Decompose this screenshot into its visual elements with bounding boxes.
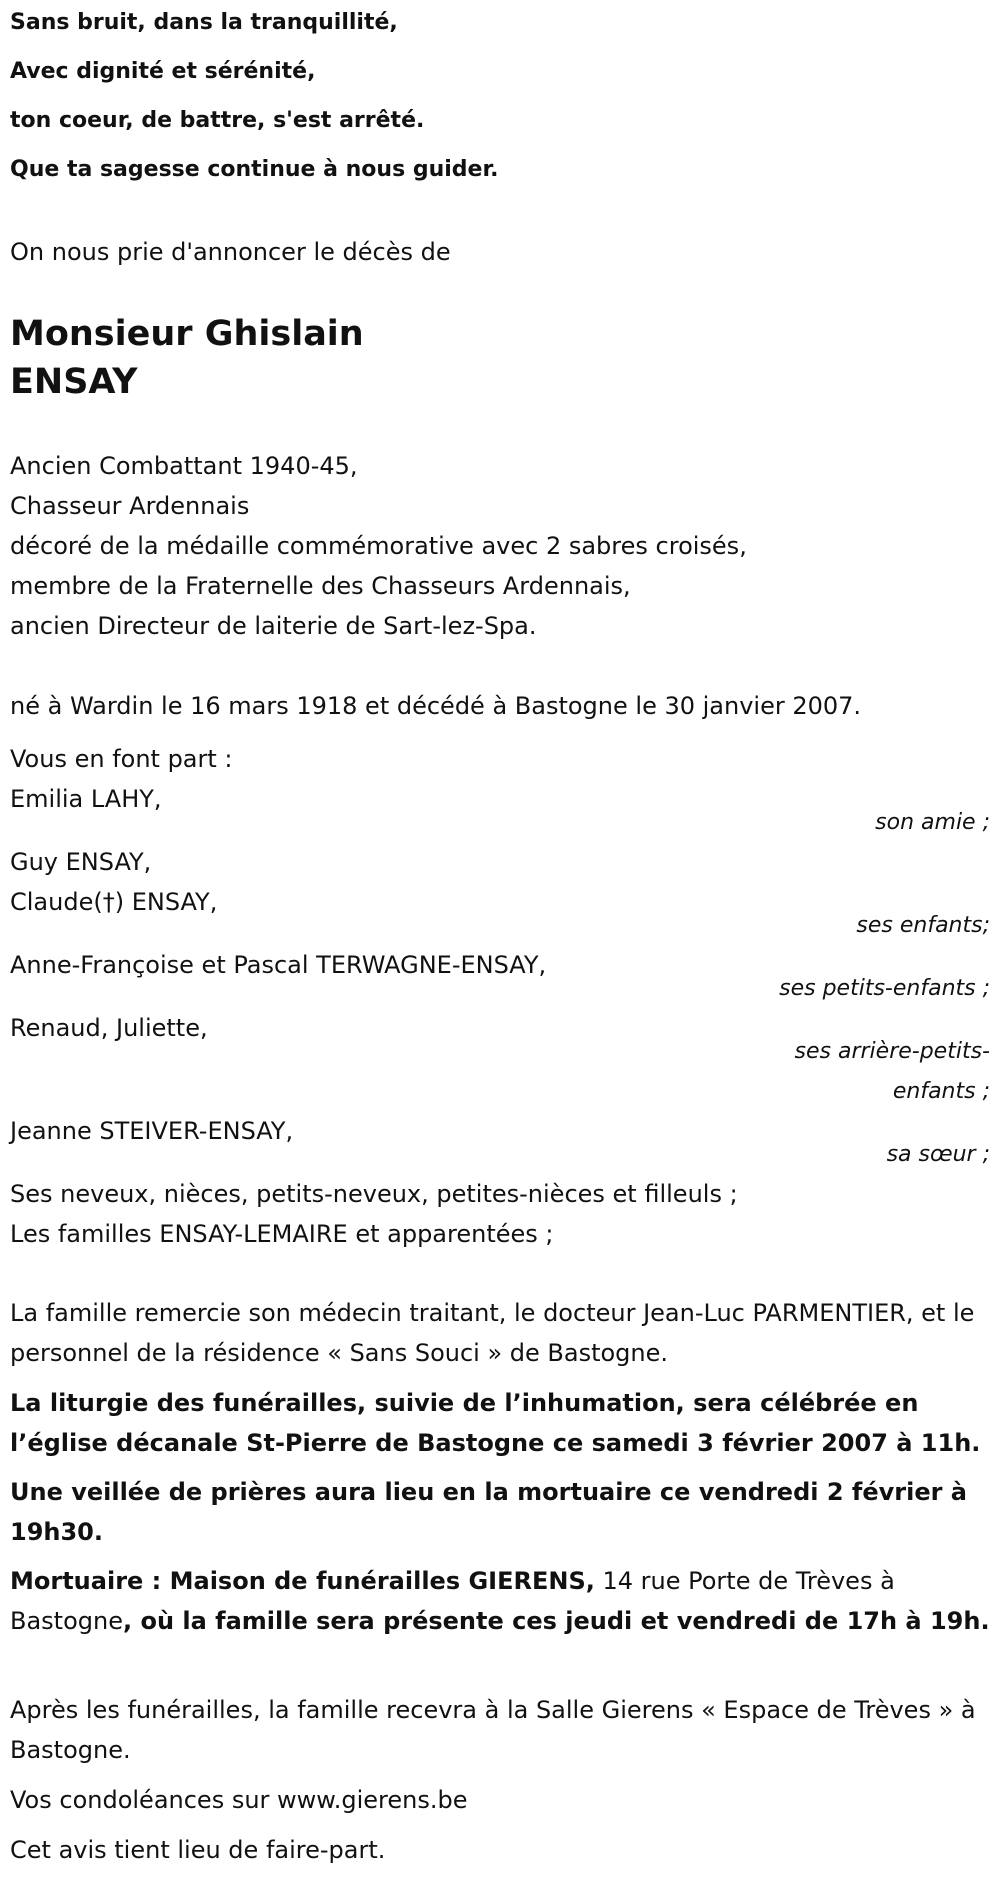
biography-line: membre de la Fraternelle des Chasseurs Ardennais, xyxy=(10,572,631,600)
poem-line: Que ta sagesse continue à nous guider. xyxy=(10,157,499,182)
poem-line: Sans bruit, dans la tranquillité, xyxy=(10,10,398,35)
liturgy-paragraph: La liturgie des funérailles, suivie de l’inhumation, sera célébrée en l’église décanale St-Pierre de Bastogne ce samedi 3 février 2007 à 11h. xyxy=(10,1389,981,1457)
deceased-surname: ENSAY xyxy=(10,362,138,402)
announcers-intro: Vous en font part : xyxy=(10,745,233,773)
family-member-name: Guy ENSAY, xyxy=(10,848,152,876)
condolences-link[interactable]: www.gierens.be xyxy=(277,1786,468,1814)
family-relation: ses arrière-petits- xyxy=(794,1039,990,1064)
announcement-intro: On nous prie d'annoncer le décès de xyxy=(10,238,451,266)
reception-paragraph: Après les funérailles, la famille recevra à la Salle Gierens « Espace de Trèves » à Bastogne. xyxy=(10,1696,976,1764)
family-relation: son amie ; xyxy=(875,810,990,835)
poem-line: ton coeur, de battre, s'est arrêté. xyxy=(10,108,425,133)
mortuary-address: 14 rue Porte de Trèves à Bastogne xyxy=(10,1567,895,1635)
extended-family-line: Ses neveux, nièces, petits-neveux, petites-nièces et filleuls ; xyxy=(10,1180,738,1208)
biography-line: ancien Directeur de laiterie de Sart-lez-Spa. xyxy=(10,612,537,640)
deceased-name xyxy=(10,310,364,406)
condolences-text: Vos condoléances sur xyxy=(10,1786,278,1814)
family-relation: ses petits-enfants ; xyxy=(779,976,990,1001)
biography-line: décoré de la médaille commémorative avec 2 sabres croisés, xyxy=(10,532,747,560)
family-relation: enfants ; xyxy=(892,1079,990,1104)
mortuary-label: Mortuaire : Maison de funérailles GIERENS, xyxy=(10,1567,595,1595)
family-relation: ses enfants; xyxy=(856,913,990,938)
condolences-line xyxy=(10,1780,995,1820)
family-member-name: Emilia LAHY, xyxy=(10,785,162,813)
family-member-name: Claude(†) ENSAY, xyxy=(10,888,218,916)
biography-line: Ancien Combattant 1940-45, xyxy=(10,452,358,480)
thanks-paragraph: La famille remercie son médecin traitant, le docteur Jean-Luc PARMENTIER, et le personnel de la résidence « Sans Souci » de Bastogne. xyxy=(10,1299,975,1367)
family-member-name: Anne-Françoise et Pascal TERWAGNE-ENSAY, xyxy=(10,951,547,979)
vigil-paragraph: Une veillée de prières aura lieu en la mortuaire ce vendredi 2 février à 19h30. xyxy=(10,1478,967,1546)
deceased-title-firstname: Monsieur Ghislain xyxy=(10,314,364,354)
family-relation: sa sœur ; xyxy=(886,1142,990,1167)
mortuary-paragraph xyxy=(10,1561,995,1641)
poem-line: Avec dignité et sérénité, xyxy=(10,59,316,84)
mortuary-presence: , où la famille sera présente ces jeudi et vendredi de 17h à 19h. xyxy=(122,1607,990,1635)
family-member-name: Renaud, Juliette, xyxy=(10,1014,208,1042)
birth-death-dates: né à Wardin le 16 mars 1918 et décédé à Bastogne le 30 janvier 2007. xyxy=(10,692,862,720)
closing-line: Cet avis tient lieu de faire-part. xyxy=(10,1836,386,1864)
extended-family-line: Les familles ENSAY-LEMAIRE et apparentées ; xyxy=(10,1220,554,1248)
family-member-name: Jeanne STEIVER-ENSAY, xyxy=(10,1117,294,1145)
biography-line: Chasseur Ardennais xyxy=(10,492,250,520)
